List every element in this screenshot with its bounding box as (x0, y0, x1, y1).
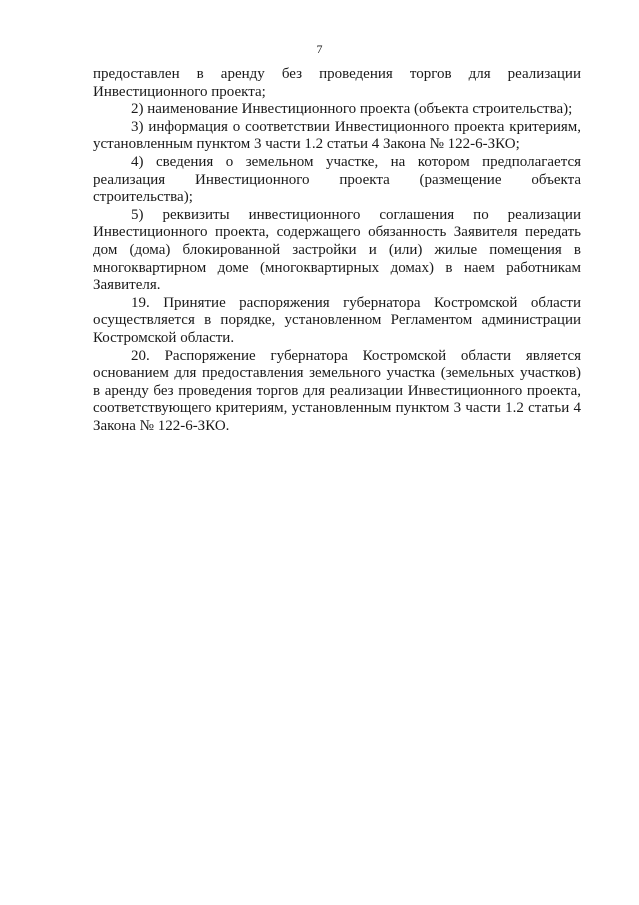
text-line: осуществляется в порядке, установленном Регламентом администрации (93, 312, 581, 329)
document-body (93, 66, 581, 435)
text-line: основанием для предоставления земельного участка (земельных участков) (93, 365, 581, 382)
text-line: строительства); (93, 189, 193, 206)
text-line: Костромской области. (93, 329, 235, 346)
page-number: 7 (316, 42, 323, 56)
text-line: предоставлен в аренду без проведения торгов для реализации (93, 66, 581, 82)
text-line: в аренду без проведения торгов для реализации Инвестиционного проекта, (93, 382, 581, 399)
text-line: реализация Инвестиционного проекта (размещение объекта (93, 171, 581, 188)
text-line: Инвестиционного проекта, содержащего обязанность Заявителя передать (93, 224, 581, 241)
text-line: 20. Распоряжение губернатора Костромской области является (131, 347, 581, 364)
text-line: многоквартирном доме (многоквартирных домах) в наем работникам (93, 259, 581, 276)
text-line: 2) наименование Инвестиционного проекта (объекта строительства); (131, 101, 573, 118)
text-line: 19. Принятие распоряжения губернатора Костромской области (131, 294, 581, 311)
text-line: Инвестиционного проекта; (93, 83, 266, 100)
text-line: Закона № 122-6-ЗКО. (93, 417, 230, 434)
text-line: установленным пунктом 3 части 1.2 статьи 4 Закона № 122-6-ЗКО; (93, 136, 520, 153)
text-line: 5) реквизиты инвестиционного соглашения по реализации (131, 206, 581, 223)
text-line: 4) сведения о земельном участке, на котором предполагается (131, 153, 581, 170)
text-line: 3) информация о соответствии Инвестиционного проекта критериям, (131, 118, 581, 135)
text-line: соответствующего критериям, установленным пунктом 3 части 1.2 статьи 4 (93, 400, 581, 417)
text-line: дом (дома) блокированной застройки и (или) жилые помещения в (93, 241, 581, 258)
text-line: Заявителя. (93, 277, 161, 294)
